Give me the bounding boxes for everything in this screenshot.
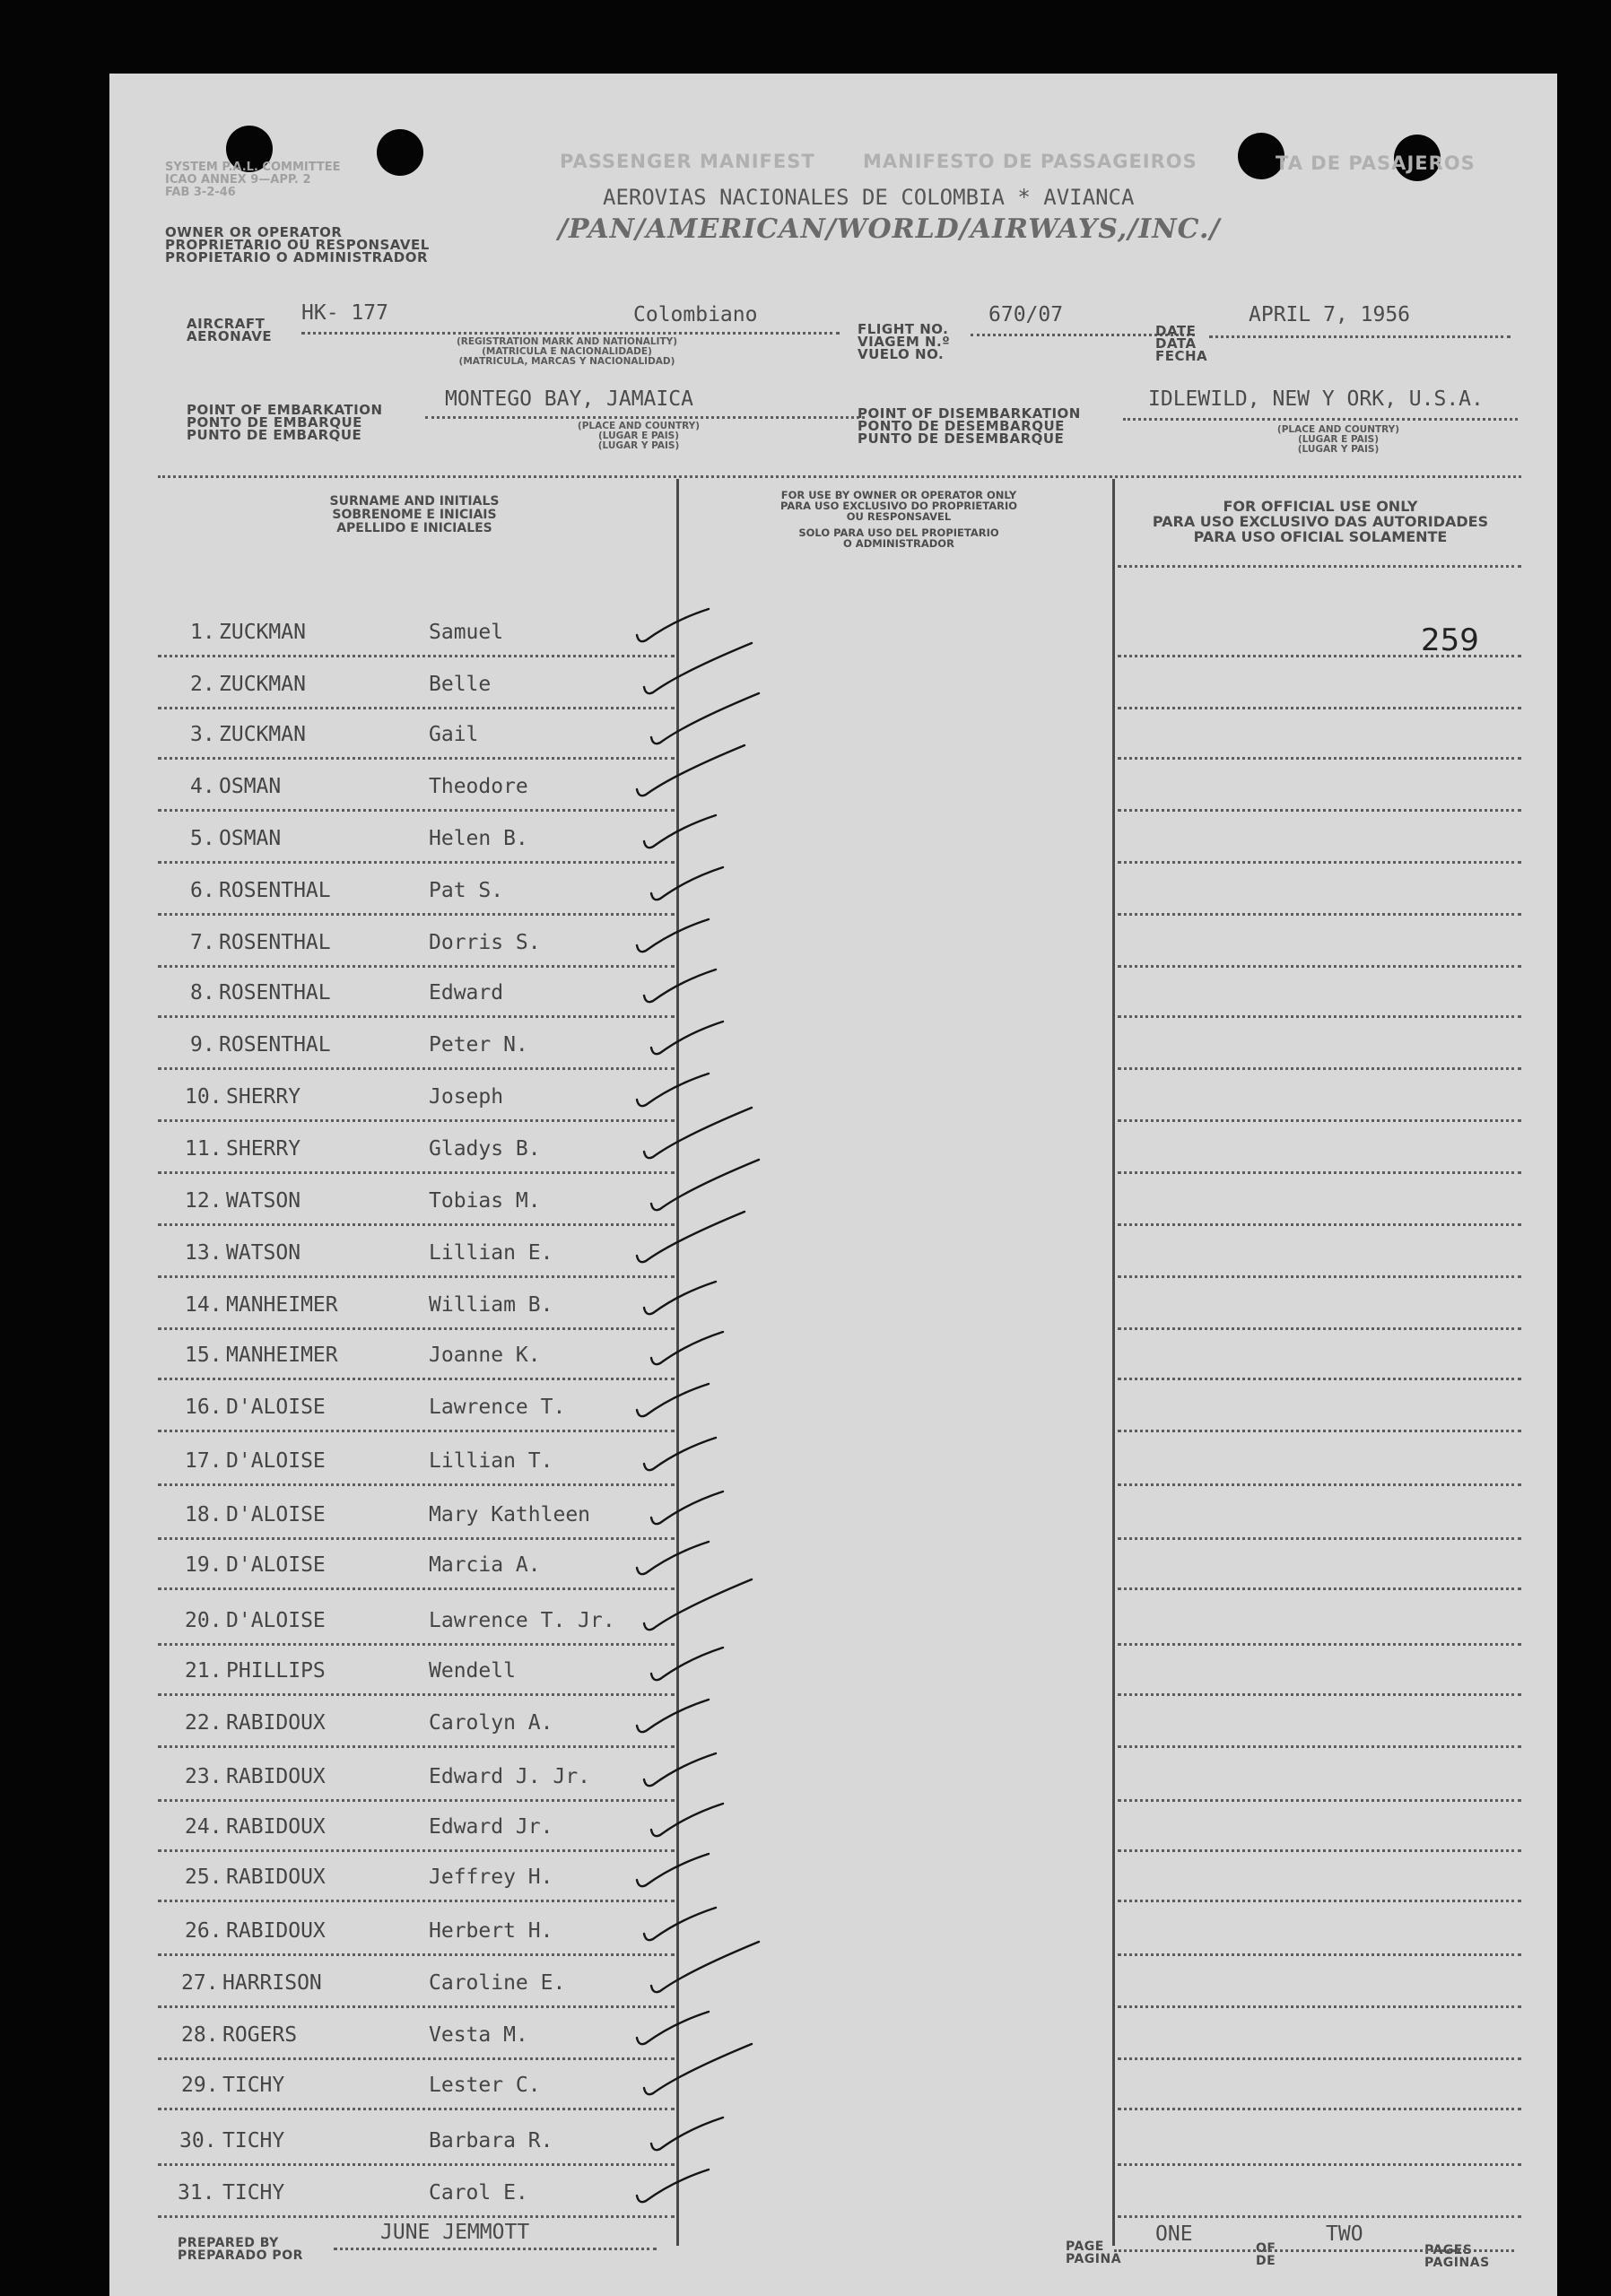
official-header-line: FOR OFFICIAL USE ONLY	[1223, 498, 1418, 515]
flight-number: 670/07	[988, 303, 1064, 326]
pages-label-line: PAGINAS	[1424, 2256, 1490, 2270]
aircraft-sub-line: (MATRICULA E NACIONALIDADE)	[482, 346, 652, 357]
passenger-given-names: Jeffrey H.	[429, 1866, 553, 1889]
check-mark	[637, 2170, 709, 2202]
passenger-given-names: Peter N.	[429, 1033, 528, 1057]
embarkation-sub-line: (LUGAR Y PAIS)	[597, 440, 680, 451]
embarkation-sub-line: (PLACE AND COUNTRY)	[577, 421, 701, 431]
passenger-given-names: Lawrence T.	[429, 1396, 566, 1419]
check-mark	[637, 1384, 709, 1416]
passenger-surname: TICHY	[222, 2074, 285, 2097]
passenger-surname: D'ALOISE	[226, 1609, 326, 1632]
passenger-given-names: Samuel	[429, 621, 504, 644]
passenger-number: 26.	[185, 1919, 222, 1943]
passenger-given-names: Dorris S.	[429, 931, 541, 954]
disembarkation-label-line: PONTO DE DESEMBARQUE	[858, 418, 1065, 434]
passenger-surname: OSMAN	[219, 827, 282, 850]
passenger-number: 15.	[185, 1344, 222, 1367]
passenger-surname: RABIDOUX	[226, 1919, 326, 1943]
check-mark	[651, 1648, 723, 1680]
passenger-number: 19.	[185, 1553, 222, 1577]
check-mark	[637, 609, 709, 641]
aircraft-name: Colombiano	[633, 303, 758, 326]
passenger-surname: D'ALOISE	[226, 1396, 326, 1419]
check-mark	[651, 1022, 723, 1054]
passenger-given-names: Helen B.	[429, 827, 528, 850]
passenger-given-names: Gail	[429, 723, 479, 746]
passenger-surname: RABIDOUX	[226, 1815, 326, 1839]
owner-header-line: OU RESPONSAVEL	[846, 510, 952, 523]
page-label-line: PAGINA	[1066, 2252, 1122, 2266]
manifest-sheet	[109, 74, 1557, 2296]
check-mark	[644, 1753, 716, 1786]
passenger-number: 27.	[181, 1971, 219, 1995]
passenger-surname: RABIDOUX	[226, 1866, 326, 1889]
official-header-line: PARA USO EXCLUSIVO DAS AUTORIDADES	[1152, 513, 1489, 530]
passenger-given-names: Mary Kathleen	[429, 1503, 591, 1526]
passenger-given-names: Lawrence T. Jr.	[429, 1609, 615, 1632]
check-mark	[637, 1074, 709, 1106]
passenger-surname: TICHY	[222, 2181, 285, 2205]
check-mark	[644, 1108, 752, 1158]
title-english: PASSENGER MANIFEST	[560, 151, 815, 172]
passenger-surname: SHERRY	[226, 1137, 301, 1161]
prepared-by-value: JUNE JEMMOTT	[380, 2221, 530, 2244]
of-label-line: DE	[1256, 2254, 1276, 2268]
passenger-given-names: Wendell	[429, 1659, 516, 1683]
passenger-number: 8.	[190, 981, 215, 1004]
aircraft-registration: HK- 177	[301, 301, 388, 325]
disembarkation-label-line: POINT OF DISEMBARKATION	[858, 405, 1081, 422]
passenger-surname: MANHEIMER	[226, 1344, 338, 1367]
aircraft-sub-line: (MATRICULA, MARCAS Y NACIONALIDAD)	[458, 356, 675, 367]
prepared-label-line: PREPARED BY	[178, 2236, 279, 2250]
check-mark	[637, 1854, 709, 1886]
check-mark	[644, 2044, 752, 2094]
check-mark	[651, 693, 759, 744]
passenger-surname: ROGERS	[222, 2023, 298, 2047]
check-mark	[637, 1542, 709, 1574]
disembarkation-label-line: PUNTO DE DESEMBARQUE	[858, 430, 1065, 447]
prepared-underline	[334, 2248, 657, 2250]
page-label	[1066, 2240, 1121, 2266]
page-underline	[1114, 2249, 1514, 2252]
check-mark	[644, 1908, 716, 1940]
flight-date: APRIL 7, 1956	[1249, 303, 1411, 326]
name-header-line: SURNAME AND INITIALS	[329, 494, 500, 509]
embarkation-sub-line: (LUGAR E PAIS)	[597, 430, 680, 441]
passenger-surname: WATSON	[226, 1189, 301, 1213]
pages-label-line: PAGES	[1424, 2243, 1473, 2257]
passenger-given-names: Vesta M.	[429, 2023, 528, 2047]
passenger-number: 10.	[185, 1085, 222, 1109]
date-label-line: DATA	[1155, 335, 1197, 352]
struck-out-operator: /PAN/AMERICAN/WORLD/AIRWAYS,/INC./	[558, 213, 1221, 245]
aircraft-label-line: AERONAVE	[187, 328, 273, 344]
title-spanish: TA DE PASAJEROS	[1276, 152, 1476, 174]
flight-label-line: VIAGEM N.º	[858, 334, 951, 350]
owner-header-line: PARA USO EXCLUSIVO DO PROPRIETARIO	[779, 500, 1018, 512]
handwritten-file-number: 259	[1421, 622, 1479, 658]
owner-label-line: PROPIETARIO O ADMINISTRADOR	[165, 249, 429, 265]
flight-label-line: VUELO NO.	[858, 346, 945, 362]
check-mark	[644, 643, 752, 693]
passenger-given-names: Marcia A.	[429, 1553, 541, 1577]
passenger-surname: ROSENTHAL	[219, 1033, 331, 1057]
date-label-line: DATE	[1155, 323, 1197, 339]
check-mark	[644, 815, 716, 848]
disembarkation-sub-line: (LUGAR Y PAIS)	[1297, 444, 1380, 455]
passenger-given-names: Caroline E.	[429, 1971, 566, 1995]
name-header-line: APELLIDO E INICIALES	[336, 521, 492, 535]
check-mark	[644, 1438, 716, 1470]
passenger-given-names: Carolyn A.	[429, 1711, 553, 1735]
passenger-given-names: Lester C.	[429, 2074, 541, 2097]
of-label-line: OF	[1256, 2241, 1276, 2256]
airline-name: AEROVIAS NACIONALES DE COLOMBIA * AVIANCA	[603, 185, 1135, 210]
passenger-surname: HARRISON	[222, 1971, 322, 1995]
embarkation-value: MONTEGO BAY, JAMAICA	[445, 387, 693, 411]
passenger-given-names: Theodore	[429, 775, 528, 798]
page-label-line: PAGE	[1066, 2239, 1104, 2254]
owner-header-line: SOLO PARA USO DEL PROPIETARIO	[798, 526, 999, 539]
aircraft-sub-line: (REGISTRATION MARK AND NATIONALITY)	[456, 336, 678, 347]
disembarkation-sub-line: (PLACE AND COUNTRY)	[1276, 424, 1400, 435]
passenger-surname: WATSON	[226, 1241, 301, 1265]
passenger-given-names: Gladys B.	[429, 1137, 541, 1161]
check-marks-layer	[109, 74, 1557, 2296]
check-mark	[637, 1212, 745, 1262]
passenger-number: 11.	[185, 1137, 222, 1161]
check-mark	[644, 970, 716, 1002]
check-mark	[651, 1492, 723, 1524]
passenger-given-names: Lillian E.	[429, 1241, 553, 1265]
embarkation-label-line: PONTO DE EMBARQUE	[187, 414, 362, 430]
passenger-number: 31.	[178, 2181, 215, 2205]
passenger-number: 21.	[185, 1659, 222, 1683]
passenger-number: 6.	[190, 879, 215, 902]
title-portuguese: MANIFESTO DE PASSAGEIROS	[863, 151, 1197, 172]
passenger-number: 17.	[185, 1449, 222, 1473]
passenger-surname: OSMAN	[219, 775, 282, 798]
passenger-number: 9.	[190, 1033, 215, 1057]
embarkation-label-line: POINT OF EMBARKATION	[187, 402, 383, 418]
passenger-number: 29.	[181, 2074, 219, 2097]
passenger-number: 23.	[185, 1765, 222, 1788]
official-header-line: PARA USO OFICIAL SOLAMENTE	[1193, 528, 1448, 545]
passenger-surname: TICHY	[222, 2129, 285, 2152]
passenger-number: 28.	[181, 2023, 219, 2047]
check-mark	[651, 1332, 723, 1364]
passenger-given-names: Edward	[429, 981, 504, 1004]
passenger-surname: ROSENTHAL	[219, 931, 331, 954]
passenger-number: 16.	[185, 1396, 222, 1419]
owner-header-line: O ADMINISTRADOR	[843, 537, 954, 550]
pages-label	[1424, 2244, 1490, 2269]
passenger-given-names: Edward J. Jr.	[429, 1765, 591, 1788]
check-mark	[651, 867, 723, 900]
check-mark	[637, 919, 709, 952]
prepared-by-label	[178, 2237, 303, 2262]
owner-label-line: PROPRIETARIO OU RESPONSAVEL	[165, 237, 430, 253]
disembarkation-sub-line: (LUGAR E PAIS)	[1297, 434, 1380, 445]
passenger-number: 7.	[190, 931, 215, 954]
form-ref-line: ICAO ANNEX 9—APP. 2	[165, 173, 311, 187]
page-total: TWO	[1326, 2222, 1363, 2246]
form-ref-line: SYSTEM P.A.L. COMMITTEE	[165, 161, 341, 174]
passenger-given-names: Lillian T.	[429, 1449, 553, 1473]
check-mark	[651, 1804, 723, 1836]
passenger-number: 5.	[190, 827, 215, 850]
passenger-given-names: Carol E.	[429, 2181, 528, 2205]
check-mark	[644, 1579, 752, 1630]
owner-header-line: FOR USE BY OWNER OR OPERATOR ONLY	[780, 489, 1017, 501]
passenger-given-names: Joseph	[429, 1085, 504, 1109]
passenger-number: 1.	[190, 621, 215, 644]
disembarkation-value: IDLEWILD, NEW Y ORK, U.S.A.	[1148, 387, 1484, 411]
prepared-label-line: PREPARADO POR	[178, 2248, 303, 2263]
passenger-surname: D'ALOISE	[226, 1449, 326, 1473]
passenger-surname: MANHEIMER	[226, 1293, 338, 1317]
passenger-given-names: Barbara R.	[429, 2129, 553, 2152]
passenger-given-names: Herbert H.	[429, 1919, 553, 1943]
check-mark	[651, 1160, 759, 1210]
passenger-given-names: Pat S.	[429, 879, 504, 902]
passenger-surname: PHILLIPS	[226, 1659, 326, 1683]
passenger-given-names: William B.	[429, 1293, 553, 1317]
flight-label-line: FLIGHT NO.	[858, 321, 949, 337]
passenger-surname: ZUCKMAN	[219, 673, 306, 696]
passenger-given-names: Belle	[429, 673, 492, 696]
passenger-surname: ROSENTHAL	[219, 879, 331, 902]
check-mark	[637, 1700, 709, 1732]
check-mark	[637, 2012, 709, 2044]
passenger-surname: RABIDOUX	[226, 1711, 326, 1735]
passenger-surname: SHERRY	[226, 1085, 301, 1109]
form-ref-line: FAB 3-2-46	[165, 186, 236, 199]
name-header-line: SOBRENOME E INICIAIS	[332, 508, 497, 522]
passenger-number: 30.	[179, 2129, 217, 2152]
page-number: ONE	[1155, 2222, 1193, 2246]
passenger-given-names: Joanne K.	[429, 1344, 541, 1367]
passenger-number: 20.	[185, 1609, 222, 1632]
embarkation-label-line: PUNTO DE EMBARQUE	[187, 427, 362, 443]
passenger-number: 24.	[185, 1815, 222, 1839]
passenger-number: 2.	[190, 673, 215, 696]
check-mark	[644, 1282, 716, 1314]
passenger-number: 25.	[185, 1866, 222, 1889]
passenger-number: 14.	[185, 1293, 222, 1317]
check-mark	[651, 2118, 723, 2150]
passenger-number: 18.	[185, 1503, 222, 1526]
passenger-surname: ZUCKMAN	[219, 723, 306, 746]
passenger-surname: ROSENTHAL	[219, 981, 331, 1004]
check-mark	[651, 1942, 759, 1992]
date-label-line: FECHA	[1155, 348, 1208, 364]
passenger-number: 12.	[185, 1189, 222, 1213]
owner-label-line: OWNER OR OPERATOR	[165, 224, 343, 240]
passenger-given-names: Edward Jr.	[429, 1815, 553, 1839]
of-label	[1256, 2242, 1276, 2267]
passenger-surname: D'ALOISE	[226, 1503, 326, 1526]
passenger-number: 4.	[190, 775, 215, 798]
passenger-surname: D'ALOISE	[226, 1553, 326, 1577]
passenger-number: 3.	[190, 723, 215, 746]
aircraft-label-line: AIRCRAFT	[187, 316, 266, 332]
passenger-number: 22.	[185, 1711, 222, 1735]
passenger-number: 13.	[185, 1241, 222, 1265]
check-mark	[637, 745, 745, 796]
passenger-surname: RABIDOUX	[226, 1765, 326, 1788]
passenger-given-names: Tobias M.	[429, 1189, 541, 1213]
passenger-surname: ZUCKMAN	[219, 621, 306, 644]
